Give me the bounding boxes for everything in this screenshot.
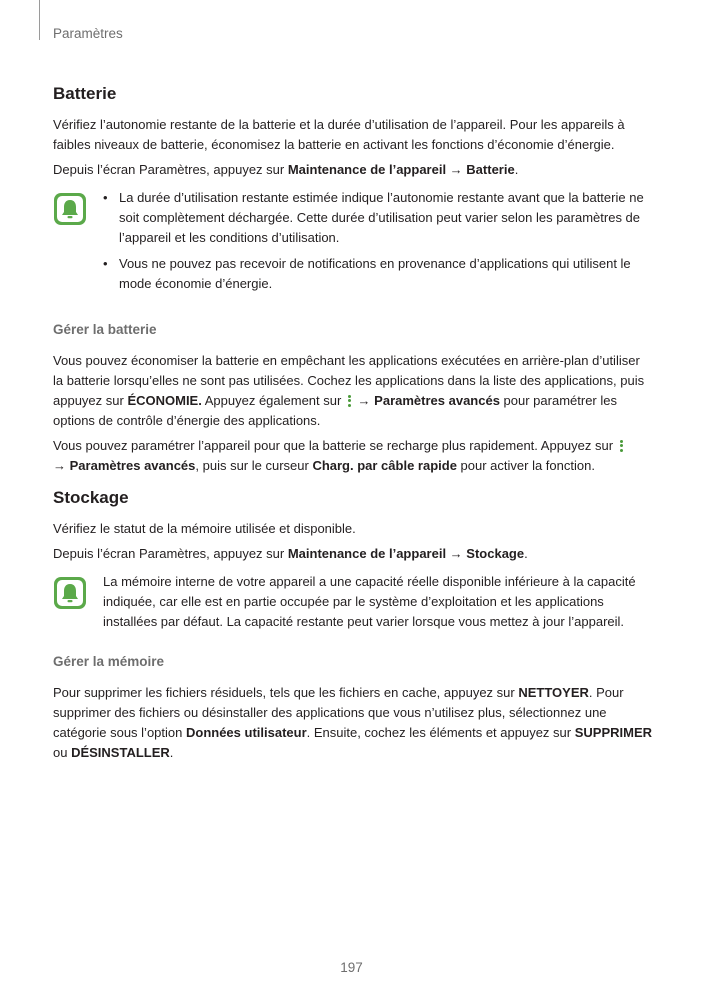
- page-header: Paramètres: [53, 26, 123, 41]
- subsection-title-manage-storage: Gérer la mémoire: [53, 654, 165, 669]
- section-title-battery: Batterie: [53, 84, 117, 103]
- battery-path: Depuis l’écran Paramètres, appuyez sur Maintenance de l’appareil → Batterie.: [53, 162, 519, 177]
- storage-path: Depuis l’écran Paramètres, appuyez sur Maintenance de l’appareil → Stockage.: [53, 546, 528, 561]
- manage-battery-paragraph-2: Vous pouvez paramétrer l’appareil pour que la batterie se recharge plus rapidement. Appuyez sur → Paramètres avancés, puis sur le curseur Charg. par câble rapide pour activer la fonction.: [53, 436, 653, 476]
- bell-warning-icon: [53, 192, 87, 226]
- section-title-storage: Stockage: [53, 488, 129, 507]
- manage-battery-paragraph-1: Vous pouvez économiser la batterie en empêchant les applications exécutées en arrière-plan d’utiliser la batterie lorsqu’elles ne sont pas utilisées. Cochez les applications dans la liste des applications, puis appuyez sur ÉCONOMIE. Appuyez également sur → Paramètres avancés pour paramétrer les options de contrôle d’énergie des applications.: [53, 353, 645, 428]
- manage-storage-paragraph: Pour supprimer les fichiers résiduels, tels que les fichiers en cache, appuyez sur NETTOYER. Pour supprimer des fichiers ou désinstaller des applications que vous n’utilisez plus, sélectionnez une catégorie sous l’option Données utilisateur. Ensuite, cochez les éléments et appuyez sur SUPPRIMER ou DÉSINSTALLER.: [53, 685, 653, 760]
- battery-link-label: Batterie: [466, 162, 515, 177]
- header-divider: [39, 0, 40, 40]
- page-number: 197: [340, 960, 363, 975]
- bell-warning-icon: [53, 576, 87, 610]
- storage-intro: Vérifiez le statut de la mémoire utilisée et disponible.: [53, 521, 356, 536]
- note-item: • Vous ne pouvez pas recevoir de notifications en provenance d’applications qui utilisent le mode économie d’énergie.: [103, 256, 631, 291]
- battery-intro: Vérifiez l’autonomie restante de la batterie et la durée d’utilisation de l’appareil. Pour les appareils à faibles niveaux de batterie, économisez la batterie en activant les fonctions d’économie d’énergie.: [53, 117, 625, 152]
- storage-note-text: La mémoire interne de votre appareil a une capacité réelle disponible inférieure à la capacité indiquée, car elle est en partie occupée par le système d’exploitation et les applications installées par défaut. La capacité restante peut varier lorsque vous mettez à jour l’appareil.: [103, 574, 636, 629]
- more-options-icon: [620, 438, 623, 453]
- subsection-title-manage-battery: Gérer la batterie: [53, 322, 157, 337]
- note-item: • La durée d’utilisation restante estimée indique l’autonomie restante avant que la batterie ne soit complètement déchargée. Cette durée d’utilisation peut varier selon les paramètres de l’appareil et les conditions d’utilisation.: [103, 190, 644, 245]
- maintenance-link-label: Maintenance de l’appareil: [287, 162, 447, 177]
- storage-note: [53, 572, 653, 632]
- more-options-icon: [348, 393, 351, 408]
- battery-note: [53, 188, 653, 300]
- page-content: [53, 84, 653, 768]
